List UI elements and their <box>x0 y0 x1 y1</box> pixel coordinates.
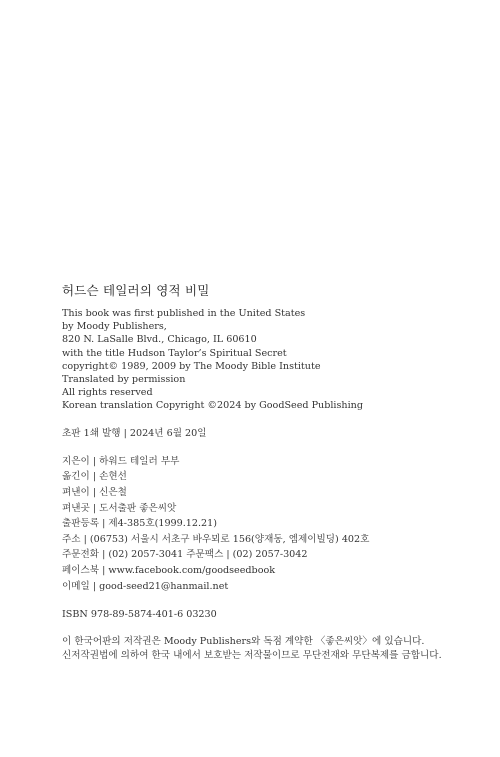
credit-address: 주소 | (06753) 서울시 서초구 바우뫼로 156(양재동, 엠제이빌딩) 402호 <box>62 533 370 545</box>
credits-block <box>62 454 482 594</box>
rights-line: All rights reserved <box>62 387 153 399</box>
credit-publisher: 펴낸이 | 신은철 <box>62 487 127 499</box>
notice-line: 이 한국어판의 저작권은 Moody Publishers와 독점 계약한 〈좋은씨앗〉에 있습니다. <box>62 636 425 648</box>
book-title: 허드슨 테일러의 영적 비밀 <box>62 283 210 298</box>
notice-line: 신저작권법에 의하여 한국 내에서 보호받는 저작물이므로 무단전재와 무단복제를 금합니다. <box>62 650 442 662</box>
copyright-notice <box>62 635 482 663</box>
credit-author: 지은이 | 하워드 테일러 부부 <box>62 455 180 467</box>
rights-line: Translated by permission <box>62 374 186 386</box>
rights-line: with the title Hudson Taylor’s Spiritual Secret <box>62 347 287 359</box>
rights-line: Korean translation Copyright ©2024 by GoodSeed Publishing <box>62 400 363 412</box>
rights-line: 820 N. LaSalle Blvd., Chicago, IL 60610 <box>62 334 257 346</box>
rights-line: by Moody Publishers, <box>62 321 167 333</box>
credit-email: 이메일 | good-seed21@hanmail.net <box>62 580 229 592</box>
credit-facebook: 페이스북 | www.facebook.com/goodseedbook <box>62 564 276 576</box>
rights-block <box>62 307 482 413</box>
isbn-line: ISBN 978-89-5874-401-6 03230 <box>62 609 217 621</box>
rights-line: copyright© 1989, 2009 by The Moody Bible Institute <box>62 360 321 372</box>
credit-publishing-house: 펴낸곳 | 도서출판 좋은씨앗 <box>62 502 177 514</box>
credit-translator: 옮긴이 | 손현선 <box>62 471 127 483</box>
rights-line: This book was first published in the United States <box>62 308 306 319</box>
credit-registration: 출판등록 | 제4-385호(1999.12.21) <box>62 518 218 530</box>
edition-line: 초판 1쇄 발행 | 2024년 6월 20일 <box>62 427 207 439</box>
credit-order-phone: 주문전화 | (02) 2057-3041 주문팩스 | (02) 2057-3042 <box>62 549 308 561</box>
colophon <box>62 283 482 663</box>
